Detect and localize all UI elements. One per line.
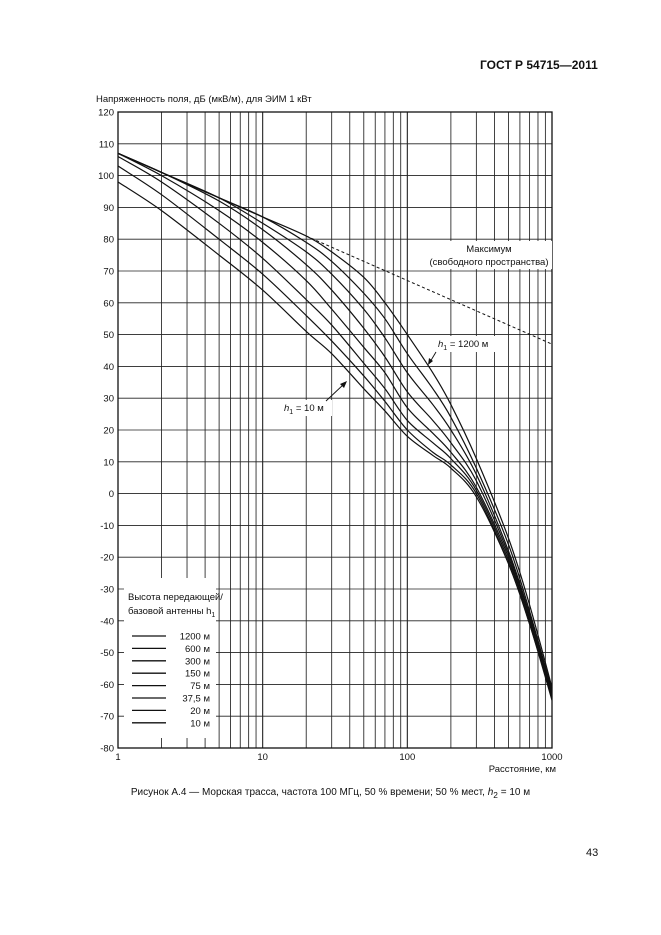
y-tick-label: 60 xyxy=(103,298,114,310)
y-tick-label: -50 xyxy=(100,648,114,660)
h1-top-symbol: h xyxy=(438,339,444,350)
y-tick-label: -80 xyxy=(100,743,114,755)
h1-bottom-value: = 10 м xyxy=(293,403,324,414)
legend-entry-label: 37,5 м xyxy=(182,693,210,705)
legend-entry-label: 300 м xyxy=(184,656,210,668)
legend-entry-label: 75 м xyxy=(190,681,210,693)
y-tick-label: 100 xyxy=(98,171,114,183)
annotations xyxy=(280,241,552,416)
h1-top-subscript: 1 xyxy=(443,345,448,352)
y-tick-label: 0 xyxy=(108,489,114,501)
y-tick-label: 40 xyxy=(103,361,114,373)
caption-suffix: = 10 м xyxy=(497,787,531,798)
caption-prefix: Рисунок А.4 — Морская трасса, частота 100 МГц, 50 % времени; 50 % мест, xyxy=(130,787,488,798)
y-tick-label: 120 xyxy=(98,107,114,119)
x-tick-label: 1000 xyxy=(541,752,563,763)
caption-h-symbol: h xyxy=(487,787,494,798)
y-tick-label: -60 xyxy=(100,679,114,691)
x-tick-label: 1 xyxy=(115,752,121,763)
y-tick-label: -40 xyxy=(100,616,114,628)
y-tick-label: 110 xyxy=(98,139,114,151)
legend-entry-label: 20 м xyxy=(190,705,210,717)
y-tick-label: 10 xyxy=(103,457,114,469)
y-tick-label: -70 xyxy=(100,711,114,723)
legend-title-line1: Высота передающей/ xyxy=(128,592,223,603)
legend-entry-label: 150 м xyxy=(184,668,210,680)
y-tick-label: 70 xyxy=(103,266,114,278)
y-tick-label: 50 xyxy=(103,330,114,342)
legend-entry-label: 600 м xyxy=(184,643,210,655)
figure-caption xyxy=(0,787,661,800)
h1-bottom-symbol: h xyxy=(284,403,290,414)
h1-top-value: = 1200 м xyxy=(447,339,489,350)
legend-title-text: базовой антенны h xyxy=(128,606,212,617)
y-axis-label: Напряженность поля, дБ (мкВ/м), для ЭИМ 1 кВт xyxy=(96,94,312,105)
caption-h-subscript: 2 xyxy=(493,790,498,800)
y-tick-label: 30 xyxy=(103,393,114,405)
y-tick-label: -30 xyxy=(100,584,114,596)
max-annotation-line1: Максимум xyxy=(466,244,512,255)
x-axis-label: Расстояние, км xyxy=(488,764,556,775)
legend-entry-label: 10 м xyxy=(190,718,210,730)
y-tick-label: 20 xyxy=(103,425,114,437)
max-annotation-line2: (свободного пространства) xyxy=(429,257,549,268)
y-tick-label: 90 xyxy=(103,202,114,214)
y-tick-label: -10 xyxy=(100,520,114,532)
page-number: 43 xyxy=(586,847,599,859)
legend-entry-label: 1200 м xyxy=(179,631,210,643)
x-tick-label: 100 xyxy=(399,752,416,763)
legend-title-subscript: 1 xyxy=(211,612,216,619)
x-tick-label: 10 xyxy=(257,752,268,763)
y-tick-label: -20 xyxy=(100,552,114,564)
h1-bottom-subscript: 1 xyxy=(289,409,294,416)
legend xyxy=(124,578,223,738)
document-standard-header: ГОСТ Р 54715—2011 xyxy=(480,58,598,72)
y-tick-label: 80 xyxy=(103,234,114,246)
